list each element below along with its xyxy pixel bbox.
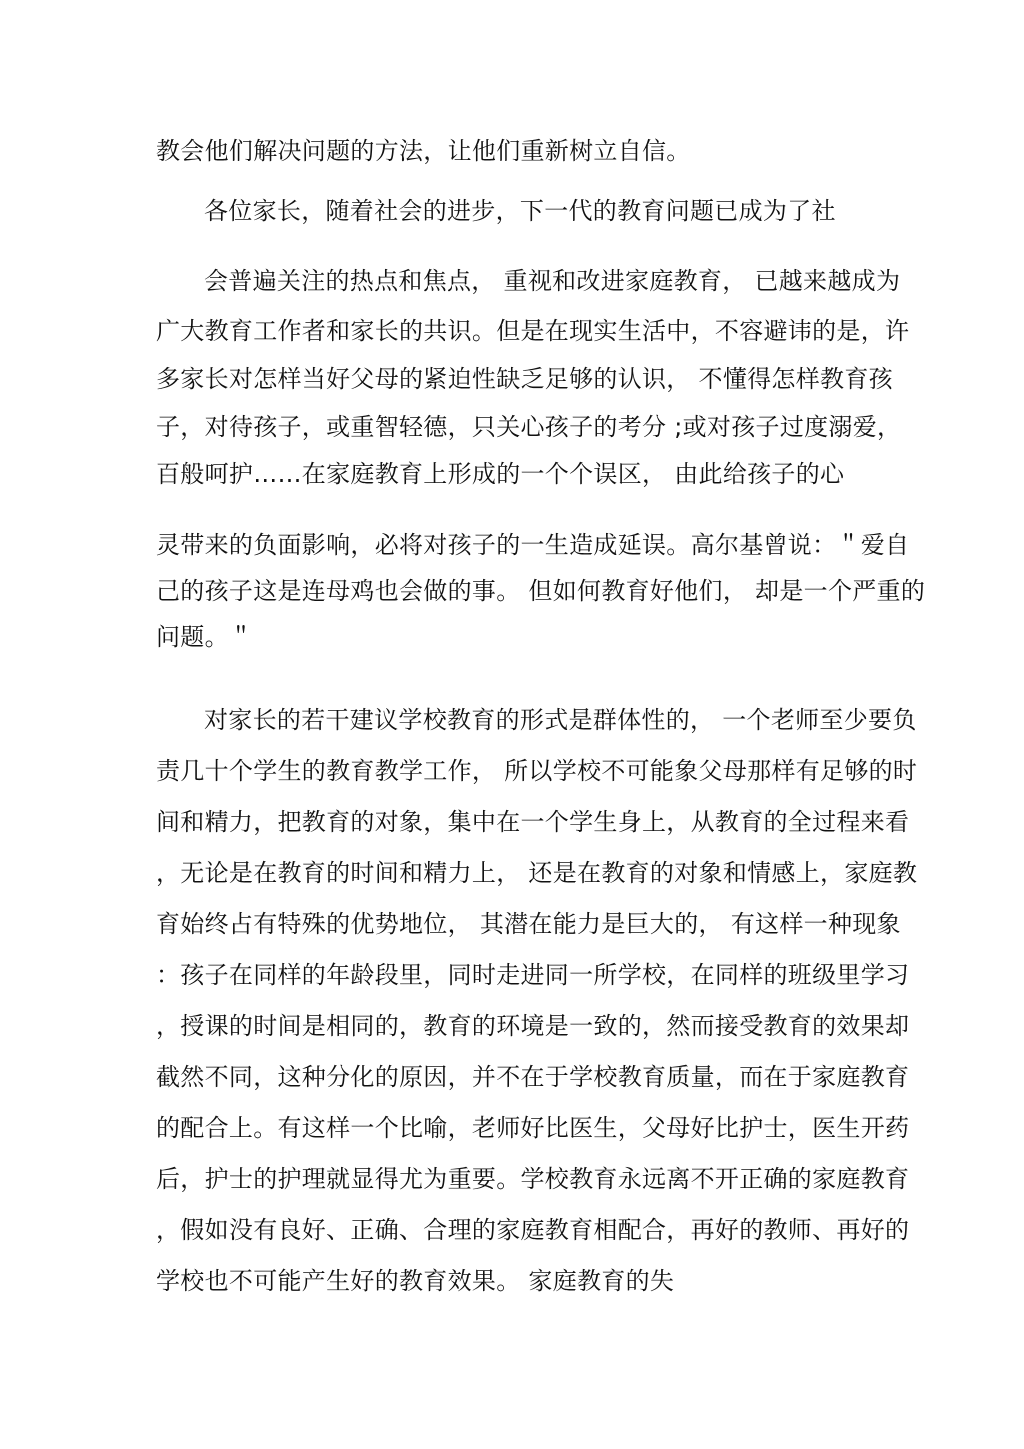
text-line: 己的孩子这是连母鸡也会做的事。 但如何教育好他们， 却是一个严重的 bbox=[156, 577, 926, 605]
text-line: 后，护士的护理就显得尤为重要。学校教育永远离不开正确的家庭教育 bbox=[156, 1165, 910, 1193]
text-line: 各位家长，随着社会的进步，下一代的教育问题已成为了社 bbox=[204, 197, 836, 225]
text-line: 对家长的若干建议学校教育的形式是群体性的， 一个老师至少要负 bbox=[204, 706, 917, 734]
text-line: 广大教育工作者和家长的共识。但是在现实生活中，不容避讳的是，许 bbox=[156, 317, 910, 345]
text-line: 育始终占有特殊的优势地位， 其潜在能力是巨大的， 有这样一种现象 bbox=[156, 910, 901, 938]
text-line: 会普遍关注的热点和焦点， 重视和改进家庭教育， 已越来越成为 bbox=[204, 267, 901, 295]
text-line: 的配合上。有这样一个比喻，老师好比医生，父母好比护士，医生开药 bbox=[156, 1114, 910, 1142]
text-line: 教会他们解决问题的方法，让他们重新树立自信。 bbox=[156, 137, 691, 165]
text-line: 百般呵护……在家庭教育上形成的一个个误区， 由此给孩子的心 bbox=[156, 460, 845, 488]
text-line: ，假如没有良好、正确、合理的家庭教育相配合，再好的教师、再好的 bbox=[156, 1216, 910, 1244]
text-line: ：孩子在同样的年龄段里，同时走进同一所学校，在同样的班级里学习 bbox=[156, 961, 910, 989]
text-line: 问题。＂ bbox=[156, 623, 254, 651]
text-line: 截然不同，这种分化的原因，并不在于学校教育质量，而在于家庭教育 bbox=[156, 1063, 910, 1091]
text-line: 责几十个学生的教育教学工作， 所以学校不可能象父母那样有足够的时 bbox=[156, 757, 918, 785]
text-line: ，授课的时间是相同的，教育的环境是一致的，然而接受教育的效果却 bbox=[156, 1012, 910, 1040]
text-line: ，无论是在教育的时间和精力上， 还是在教育的对象和情感上，家庭教 bbox=[156, 859, 918, 887]
text-line: 间和精力，把教育的对象，集中在一个学生身上，从教育的全过程来看 bbox=[156, 808, 910, 836]
text-line: 灵带来的负面影响，必将对孩子的一生造成延误。高尔基曾说：＂爱自 bbox=[156, 531, 910, 559]
text-line: 学校也不可能产生好的教育效果。 家庭教育的失 bbox=[156, 1267, 675, 1295]
text-line: 多家长对怎样当好父母的紧迫性缺乏足够的认识， 不懂得怎样教育孩 bbox=[156, 365, 893, 393]
text-line: 子，对待孩子，或重智轻德，只关心孩子的考分 ;或对孩子过度溺爱， bbox=[156, 413, 902, 441]
